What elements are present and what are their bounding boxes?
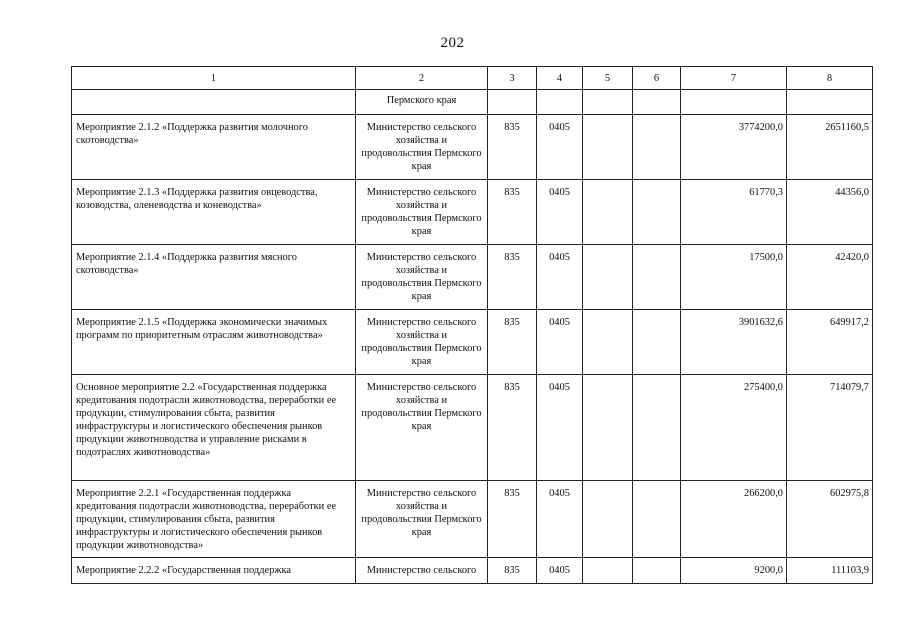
budget-table — [71, 66, 873, 584]
amount-cell: 17500,0 — [681, 245, 787, 310]
code-cell: 835 — [488, 375, 537, 481]
measure-name-cell: Мероприятие 2.1.5 «Поддержка экономически значимых программ по приоритетным отраслям животноводства» — [72, 310, 356, 375]
code-cell: 0405 — [537, 375, 583, 481]
code-cell — [633, 310, 681, 375]
executor-cell: Пермского края — [356, 90, 488, 115]
code-cell: 835 — [488, 180, 537, 245]
code-cell — [583, 310, 633, 375]
code-cell — [583, 375, 633, 481]
code-cell: 0405 — [537, 310, 583, 375]
code-cell: 0405 — [537, 115, 583, 180]
code-cell: 0405 — [537, 180, 583, 245]
amount-cell: 714079,7 — [787, 375, 873, 481]
page-number: 202 — [440, 35, 465, 51]
executor-cell: Министерство сельского хозяйства и продовольствия Пермского края — [356, 481, 488, 558]
executor-cell: Министерство сельского хозяйства и продовольствия Пермского края — [356, 375, 488, 481]
amount-cell: 266200,0 — [681, 481, 787, 558]
column-header: 6 — [633, 67, 681, 90]
empty-cell — [488, 90, 537, 115]
amount-cell: 275400,0 — [681, 375, 787, 481]
empty-cell — [787, 90, 873, 115]
measure-name-cell: Основное мероприятие 2.2 «Государственная поддержка кредитования подотрасли животноводства, переработки ее продукции, стимулирования сбыта, развития инфраструктуры и логистического обеспечения рынков продукции животноводства и управление рисками в подотраслях животноводства» — [72, 375, 356, 481]
column-header: 7 — [681, 67, 787, 90]
column-header: 1 — [72, 67, 356, 90]
column-header: 3 — [488, 67, 537, 90]
code-cell — [583, 180, 633, 245]
code-cell: 835 — [488, 558, 537, 584]
code-cell: 835 — [488, 481, 537, 558]
code-cell: 835 — [488, 245, 537, 310]
measure-name-cell: Мероприятие 2.1.4 «Поддержка развития мясного скотоводства» — [72, 245, 356, 310]
amount-cell: 9200,0 — [681, 558, 787, 584]
table-row — [72, 375, 873, 481]
code-cell — [633, 115, 681, 180]
table-row — [72, 245, 873, 310]
measure-name-cell: Мероприятие 2.2.1 «Государственная поддержка кредитования подотрасли животноводства, переработки ее продукции, стимулирования сбыта, развития инфраструктуры и логистического обеспечения рынков продукции животноводства» — [72, 481, 356, 558]
code-cell: 835 — [488, 115, 537, 180]
amount-cell: 61770,3 — [681, 180, 787, 245]
column-header: 8 — [787, 67, 873, 90]
column-header: 2 — [356, 67, 488, 90]
executor-cell: Министерство сельского хозяйства и продовольствия Пермского края — [356, 245, 488, 310]
measure-name-cell: Мероприятие 2.1.2 «Поддержка развития молочного скотоводства» — [72, 115, 356, 180]
empty-cell — [583, 90, 633, 115]
amount-cell: 42420,0 — [787, 245, 873, 310]
header-row — [72, 67, 873, 90]
amount-cell: 649917,2 — [787, 310, 873, 375]
table-row — [72, 481, 873, 558]
measure-name-cell — [72, 90, 356, 115]
amount-cell: 111103,9 — [787, 558, 873, 584]
column-header: 5 — [583, 67, 633, 90]
code-cell: 0405 — [537, 558, 583, 584]
code-cell — [633, 558, 681, 584]
empty-cell — [633, 90, 681, 115]
amount-cell: 2651160,5 — [787, 115, 873, 180]
code-cell — [583, 115, 633, 180]
table-row — [72, 180, 873, 245]
amount-cell: 3774200,0 — [681, 115, 787, 180]
executor-cell: Министерство сельского хозяйства и продовольствия Пермского края — [356, 115, 488, 180]
code-cell — [633, 245, 681, 310]
executor-cell: Министерство сельского хозяйства и продовольствия Пермского края — [356, 180, 488, 245]
code-cell — [583, 481, 633, 558]
measure-name-cell: Мероприятие 2.2.2 «Государственная поддержка — [72, 558, 356, 584]
code-cell — [583, 245, 633, 310]
table-row — [72, 558, 873, 584]
code-cell: 0405 — [537, 481, 583, 558]
amount-cell: 44356,0 — [787, 180, 873, 245]
column-header: 4 — [537, 67, 583, 90]
amount-cell: 602975,8 — [787, 481, 873, 558]
table-row — [72, 115, 873, 180]
code-cell: 0405 — [537, 245, 583, 310]
executor-cell: Министерство сельского хозяйства и продовольствия Пермского края — [356, 310, 488, 375]
code-cell — [633, 481, 681, 558]
continuation-row — [72, 90, 873, 115]
code-cell — [633, 180, 681, 245]
code-cell — [633, 375, 681, 481]
amount-cell: 3901632,6 — [681, 310, 787, 375]
executor-cell: Министерство сельского — [356, 558, 488, 584]
code-cell: 835 — [488, 310, 537, 375]
code-cell — [583, 558, 633, 584]
empty-cell — [681, 90, 787, 115]
empty-cell — [537, 90, 583, 115]
table-row — [72, 310, 873, 375]
measure-name-cell: Мероприятие 2.1.3 «Поддержка развития овцеводства, козоводства, оленеводства и коневодства» — [72, 180, 356, 245]
